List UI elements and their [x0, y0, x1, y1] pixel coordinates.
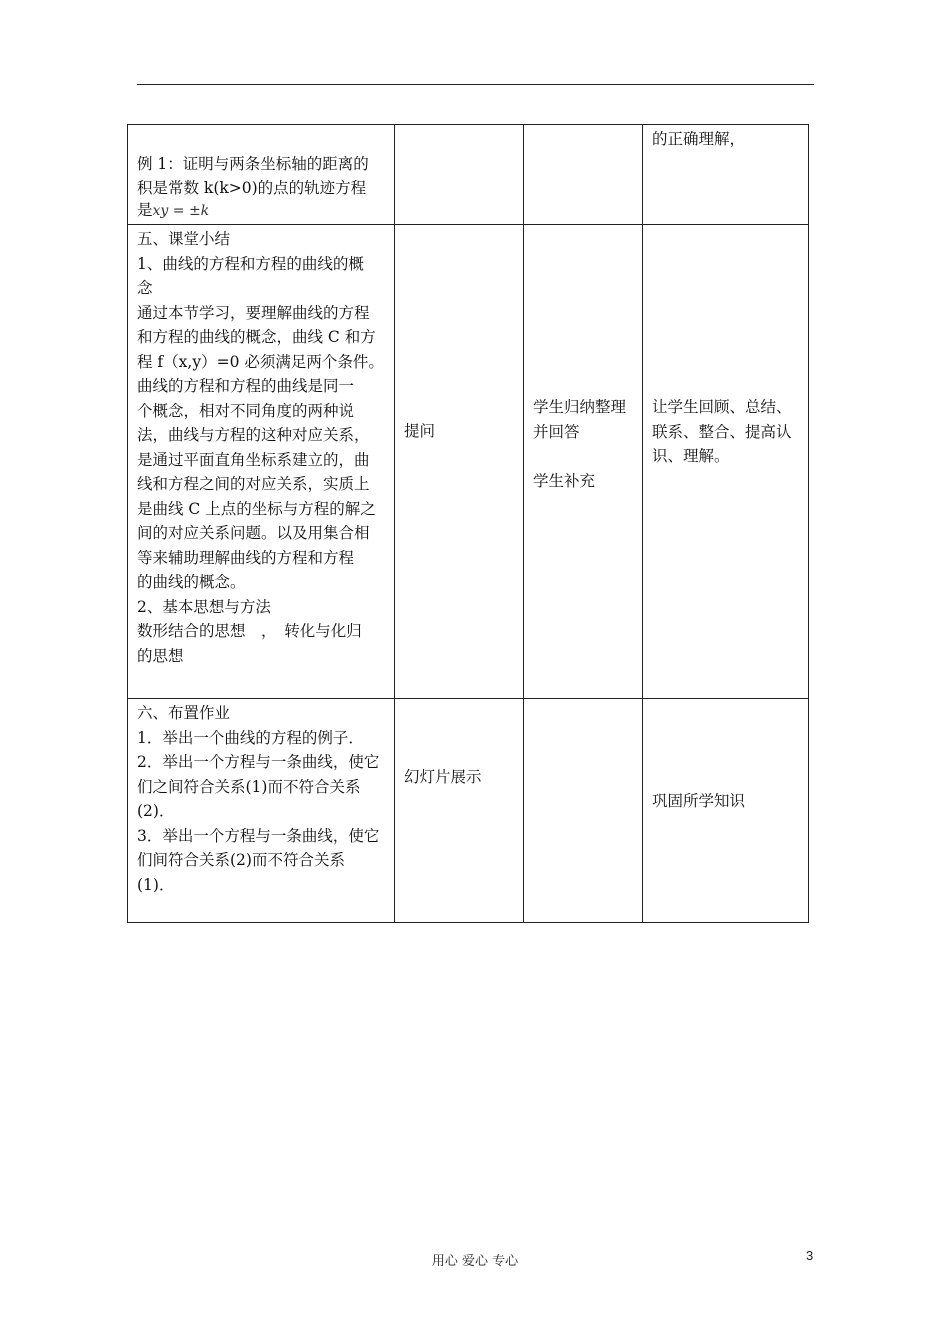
lesson-plan-table [127, 124, 809, 923]
text-line: 例 1：证明与两条坐标轴的距离的 [137, 154, 369, 173]
text-prefix: 是 [137, 200, 153, 219]
text-line: 是曲线 C 上点的坐标与方程的解之 [137, 499, 376, 518]
table-row [128, 125, 809, 225]
student-cell [524, 225, 643, 699]
text-line: 线和方程之间的对应关系，实质上 [137, 475, 370, 493]
text-line: 等来辅助理解曲线的方程和方程 [137, 548, 355, 567]
text-line: 1、曲线的方程和方程的曲线的概 [137, 254, 364, 273]
student-cell [524, 125, 643, 225]
text-line: 2．举出一个方程与一条曲线，使它 [137, 753, 380, 771]
header-rule [137, 84, 814, 85]
text-line: 的思想 [137, 646, 184, 665]
purpose-cell [643, 699, 809, 923]
section-heading: 六、布置作业 [137, 704, 231, 722]
text-line: (1)． [137, 875, 175, 894]
text-line: 3．举出一个方程与一条曲线，使它 [137, 826, 380, 845]
text-line [137, 127, 388, 152]
purpose-cell [643, 225, 809, 699]
teacher-cell [395, 699, 524, 923]
text-line: 积是常数 k(k>0)的点的轨迹方程 [137, 179, 367, 197]
text-line: 1．举出一个曲线的方程的例子． [137, 728, 364, 747]
text-line: 并回答 [533, 422, 580, 441]
text-line: 学生补充 [533, 471, 596, 490]
student-cell [524, 699, 643, 923]
content-cell [128, 225, 395, 699]
text-line: 巩固所学知识 [652, 792, 746, 810]
text-line: 的正确理解， [652, 130, 746, 148]
text-line: 和方程的曲线的概念，曲线 C 和方 [137, 328, 376, 346]
footer-motto: 用心 爱心 专心 [431, 1254, 519, 1269]
purpose-cell [643, 125, 809, 225]
content-cell [128, 699, 395, 923]
text-line: 是通过平面直角坐标系建立的，曲 [137, 450, 370, 469]
text-line: 提问 [404, 422, 436, 440]
teacher-cell [395, 225, 524, 699]
text-line: (2)． [137, 802, 175, 820]
text-line: 学生归纳整理 [533, 398, 627, 416]
text-line: 通过本节学习，要理解曲线的方程 [137, 303, 370, 322]
text-line: 念 [137, 279, 153, 297]
text-line: 们间符合关系(2)而不符合关系 [137, 851, 345, 869]
text-line: 识、理解。 [652, 447, 730, 465]
text-line: 间的对应关系问题。以及用集合相 [137, 524, 370, 542]
table-row [128, 699, 809, 923]
text-line: 法，曲线与方程的这种对应关系， [137, 426, 370, 444]
text-line: 曲线的方程和方程的曲线是同一 [137, 377, 355, 395]
content-cell [128, 125, 395, 225]
section-heading: 五、课堂小结 [137, 230, 231, 248]
text-line [533, 444, 636, 469]
text-line: 程 f（x,y）=0 必须满足两个条件。 [137, 352, 384, 371]
text-line: 联系、整合、提高认 [652, 422, 792, 441]
text-line: 2、基本思想与方法 [137, 597, 271, 616]
text-line: 个概念，相对不同角度的两种说 [137, 401, 355, 420]
math-formula: xy = ±k [152, 202, 210, 219]
text-line: 幻灯片展示 [404, 768, 482, 786]
text-line: 的曲线的概念。 [137, 573, 246, 591]
text-line: 数形结合的思想 ， 转化与化归 [137, 622, 362, 640]
table-row [128, 225, 809, 699]
text-line: 让学生回顾、总结、 [652, 398, 792, 416]
teacher-cell [395, 125, 524, 225]
text-line: 们之间符合关系(1)而不符合关系 [137, 777, 361, 796]
text-line [137, 201, 388, 220]
page-number: 3 [806, 1248, 814, 1263]
